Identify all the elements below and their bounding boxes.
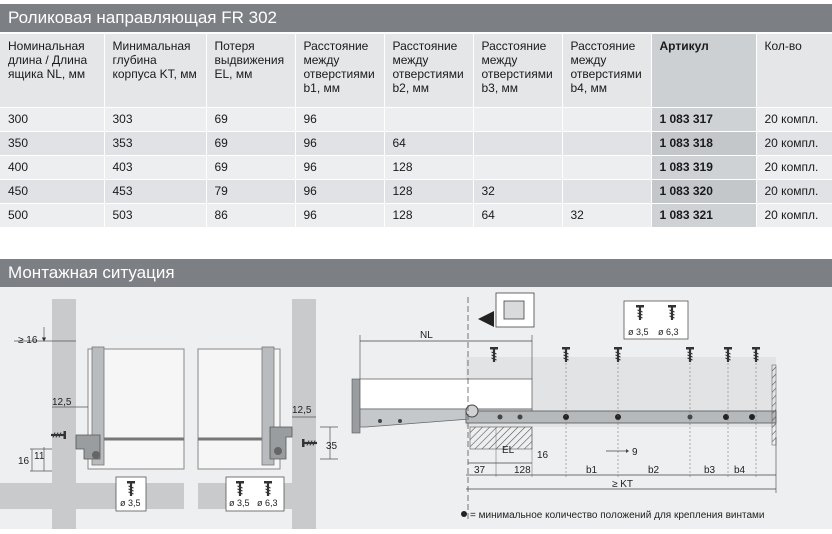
- table-row: [0, 204, 832, 228]
- cell-el: 79: [206, 180, 295, 204]
- cell-article: 1 083 321: [651, 204, 756, 228]
- dim-35: 35: [326, 441, 338, 452]
- cell-kt: 303: [104, 108, 206, 132]
- cell-article: 1 083 318: [651, 132, 756, 156]
- legend-screw-a: ø 3,5: [628, 327, 649, 337]
- cell-qty: 20 компл.: [756, 204, 832, 228]
- dim-12-5-left: 12,5: [52, 397, 72, 408]
- dim-11: 11: [34, 451, 45, 462]
- spec-table: [0, 34, 832, 227]
- screw-mid-label-b: ø 6,3: [257, 498, 278, 508]
- installation-drawing-svg: [0, 287, 832, 529]
- screw-mid-label-a: ø 3,5: [229, 498, 250, 508]
- cell-b4: [562, 108, 651, 132]
- cell-article: 1 083 320: [651, 180, 756, 204]
- screw-left-label: ø 3,5: [120, 498, 141, 508]
- table-row: [0, 156, 832, 180]
- dim-b2: b2: [648, 465, 660, 476]
- cell-el: 69: [206, 132, 295, 156]
- col-header-qty: Кол-во: [756, 34, 832, 108]
- cell-b1: 96: [295, 108, 384, 132]
- cell-el: 69: [206, 108, 295, 132]
- cell-b4: [562, 180, 651, 204]
- table-row: [0, 180, 832, 204]
- cell-b1: 96: [295, 204, 384, 228]
- cell-b3: 64: [473, 204, 562, 228]
- table-row: [0, 108, 832, 132]
- cell-b1: 96: [295, 132, 384, 156]
- col-header-kt: Минимальная глубина корпуса KT, мм: [104, 34, 206, 108]
- cell-b3: [473, 156, 562, 180]
- cell-kt: 353: [104, 132, 206, 156]
- dim-kt: ≥ KT: [612, 479, 634, 490]
- section-title: Монтажная ситуация: [8, 263, 175, 282]
- col-header-nl: Номинальная длина / Длина ящика NL, мм: [0, 34, 104, 108]
- dim-el: EL: [502, 445, 515, 456]
- cell-kt: 503: [104, 204, 206, 228]
- legend-text: = минимальное количество положений для крепления винтами: [470, 510, 765, 521]
- cell-b2: 64: [384, 132, 473, 156]
- cell-nl: 400: [0, 156, 104, 180]
- cell-article: 1 083 319: [651, 156, 756, 180]
- col-header-b1: Расстояние между отверстиями b1, мм: [295, 34, 384, 108]
- cell-kt: 403: [104, 156, 206, 180]
- screw-legend-box: [624, 301, 688, 339]
- dim-b4: b4: [734, 465, 746, 476]
- cell-el: 86: [206, 204, 295, 228]
- dim-12-5-right: 12,5: [292, 405, 312, 416]
- cell-b1: 96: [295, 156, 384, 180]
- cell-b4: [562, 156, 651, 180]
- cell-b3: [473, 132, 562, 156]
- cell-nl: 450: [0, 180, 104, 204]
- section-title-bar: [0, 259, 832, 287]
- label-nl: NL: [420, 330, 433, 341]
- cell-b3: [473, 108, 562, 132]
- cell-kt: 453: [104, 180, 206, 204]
- cell-b3: 32: [473, 180, 562, 204]
- dim-b1: b1: [586, 465, 598, 476]
- cell-b2: 128: [384, 180, 473, 204]
- cell-b4: [562, 132, 651, 156]
- section-title-bar: [0, 4, 832, 32]
- cell-b4: 32: [562, 204, 651, 228]
- dim-128: 128: [514, 465, 531, 476]
- screw-middle-box: [226, 477, 284, 511]
- dim-16-rail: 16: [537, 450, 549, 461]
- dim-37: 37: [474, 465, 486, 476]
- legend-screw-b: ø 6,3: [658, 327, 679, 337]
- table-row: [0, 132, 832, 156]
- col-header-article: Артикул: [651, 34, 756, 108]
- col-header-b2: Расстояние между отверстиями b2, мм: [384, 34, 473, 108]
- cell-article: 1 083 317: [651, 108, 756, 132]
- cell-qty: 20 компл.: [756, 132, 832, 156]
- cell-nl: 300: [0, 108, 104, 132]
- cell-nl: 500: [0, 204, 104, 228]
- installation-drawing: [0, 287, 832, 529]
- col-header-b4: Расстояние между отверстиями b4, мм: [562, 34, 651, 108]
- cell-qty: 20 компл.: [756, 180, 832, 204]
- left-section-drawing: [0, 299, 184, 529]
- screw-left-box: [116, 477, 146, 511]
- cell-b2: 128: [384, 156, 473, 180]
- col-header-el: Потеря выдвижения EL, мм: [206, 34, 295, 108]
- table-header-row: [0, 34, 832, 108]
- cell-qty: 20 компл.: [756, 108, 832, 132]
- dim-16-bottom: 16: [18, 456, 30, 467]
- cell-qty: 20 компл.: [756, 156, 832, 180]
- dim-9: 9: [632, 447, 638, 458]
- dim-b3: b3: [704, 465, 716, 476]
- cell-b2: [384, 108, 473, 132]
- rail-drawing: [352, 293, 776, 519]
- cell-b2: 128: [384, 204, 473, 228]
- cell-el: 69: [206, 156, 295, 180]
- col-header-b3: Расстояние между отверстиями b3, мм: [473, 34, 562, 108]
- cell-nl: 350: [0, 132, 104, 156]
- cell-b1: 96: [295, 180, 384, 204]
- dim-16-top: ≥ 16: [18, 335, 38, 346]
- section-title: Роликовая направляющая FR 302: [8, 8, 277, 27]
